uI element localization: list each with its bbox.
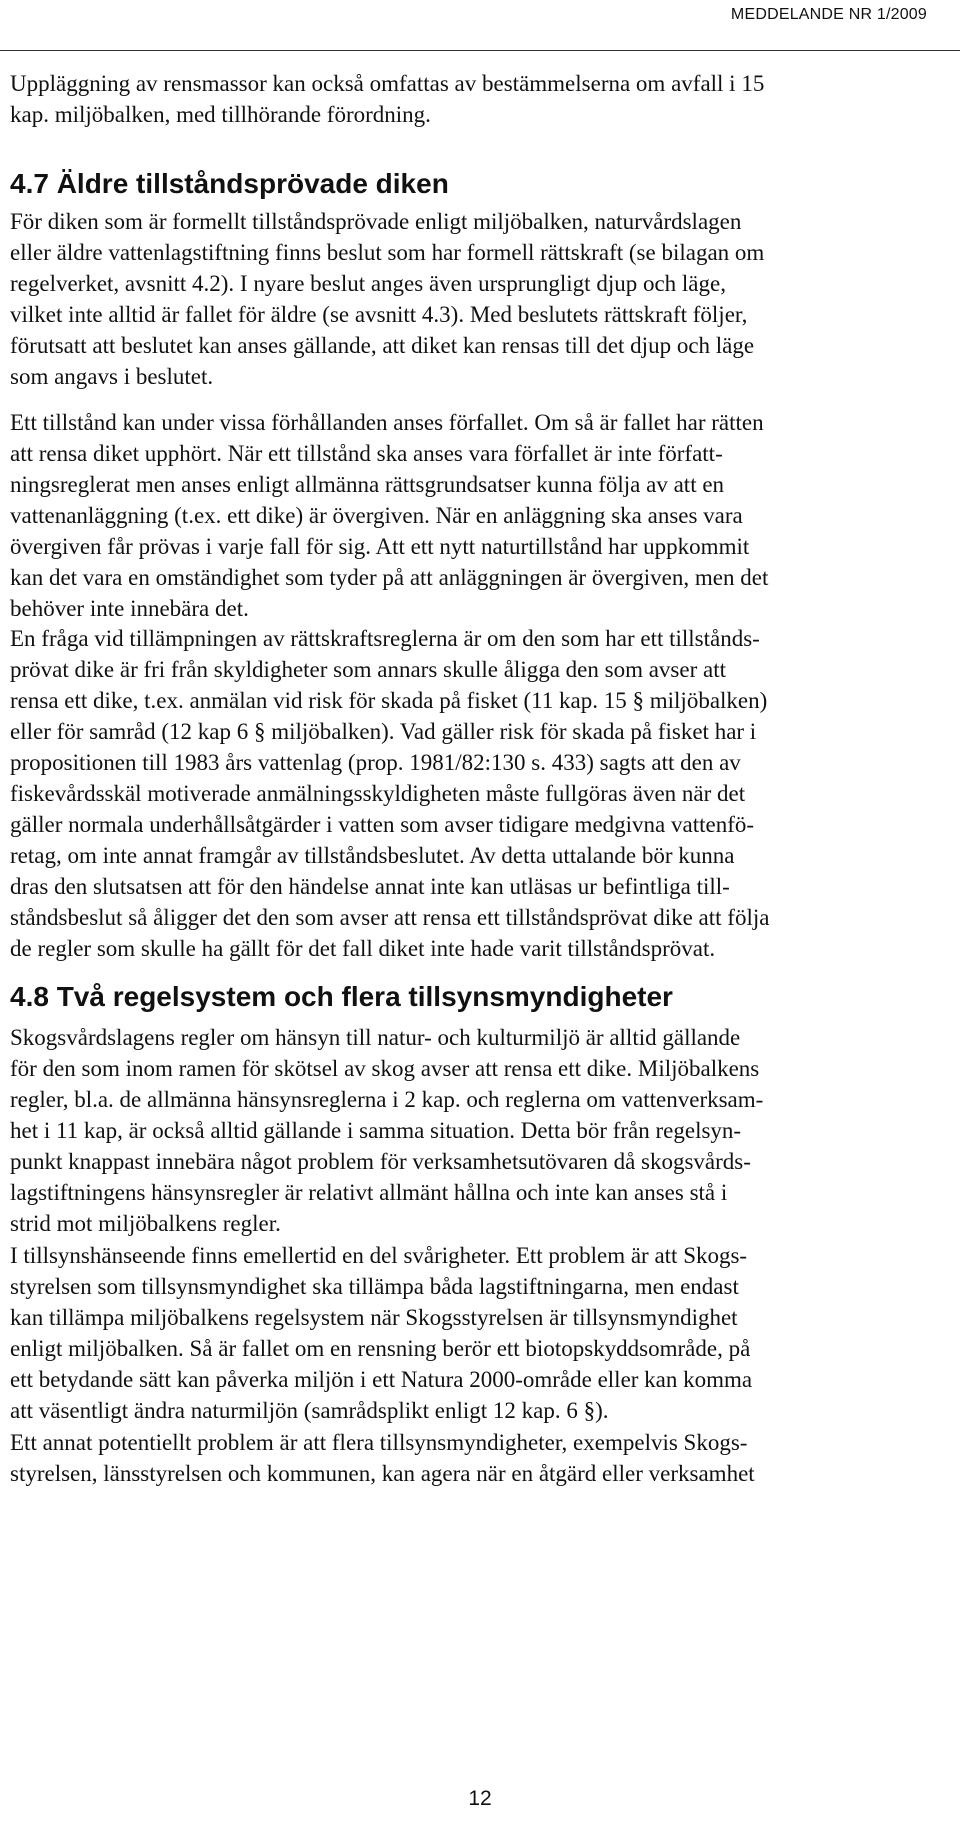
text-line: regler, bl.a. de allmänna hänsynsreglerna i 2 kap. och reglerna om vattenverksam- <box>10 1087 764 1112</box>
text-line: En fråga vid tillämpningen av rättskraftsreglerna är om den som har ett tillstånds- <box>10 626 760 651</box>
text-line: ett betydande sätt kan påverka miljön i ett Natura 2000-område eller kan komma <box>10 1367 753 1392</box>
text-line: att rensa diket upphört. När ett tillstånd ska anses vara förfallet är inte författ- <box>10 441 723 466</box>
section-heading-4-7: 4.7 Äldre tillståndsprövade diken <box>10 168 449 199</box>
page-header <box>0 0 960 51</box>
text-line: I tillsynshänseende finns emellertid en del svårigheter. Ett problem är att Skogs- <box>10 1243 748 1268</box>
text-line: prövat dike är fri från skyldigheter som annars skulle åligga den som avser att <box>10 657 726 682</box>
text-line: eller äldre vattenlagstiftning finns beslut som har formell rättskraft (se bilagan om <box>10 240 765 265</box>
text-line: eller för samråd (12 kap 6 § miljöbalken). Vad gäller risk för skada på fisket har i <box>10 719 757 744</box>
text-line: Ett tillstånd kan under vissa förhållanden anses förfallet. Om så är fallet har rätten <box>10 410 764 435</box>
page-number: 12 <box>468 1787 492 1810</box>
text-line: Uppläggning av rensmassor kan också omfattas av bestämmelserna om avfall i 15 <box>10 71 765 96</box>
text-line: enligt miljöbalken. Så är fallet om en rensning berör ett biotopskyddsområde, på <box>10 1336 751 1361</box>
text-line: fiskevårdsskäl motiverade anmälningsskyldigheten måste fullgöras även när det <box>10 781 746 806</box>
text-line: rensa ett dike, t.ex. anmälan vid risk för skada på fisket (11 kap. 15 § miljöbalken) <box>10 688 768 713</box>
text-line: förutsatt att beslutet kan anses gällande, att diket kan rensas till det djup och läge <box>10 333 755 358</box>
text-line: de regler som skulle ha gällt för det fall diket inte hade varit tillståndsprövat. <box>10 936 716 961</box>
text-line: vilket inte alltid är fallet för äldre (se avsnitt 4.3). Med beslutets rättskraft följer, <box>10 302 748 327</box>
text-line: för den som inom ramen för skötsel av skog avser att rensa ett dike. Miljöbalkens <box>10 1056 760 1081</box>
text-line: strid mot miljöbalkens regler. <box>10 1211 281 1236</box>
text-line: lagstiftningens hänsynsregler är relativt allmänt hållna och inte kan anses stå i <box>10 1180 728 1205</box>
section-4-8-paragraph-1 <box>10 1022 950 1239</box>
text-line: behöver inte innebära det. <box>10 596 249 621</box>
text-line: kan tillämpa miljöbalkens regelsystem när Skogsstyrelsen är tillsynsmyndighet <box>10 1305 738 1330</box>
section-4-8-paragraph-2 <box>10 1240 950 1426</box>
text-line: retag, om inte annat framgår av tillståndsbeslutet. Av detta uttalande bör kunna <box>10 843 735 868</box>
section-4-7-paragraph-1 <box>10 206 950 392</box>
text-line: ningsreglerat men anses enligt allmänna rättsgrundsatser kunna följa av att en <box>10 472 725 497</box>
section-4-8-paragraph-3 <box>10 1427 950 1489</box>
text-line: Skogsvårdslagens regler om hänsyn till natur- och kulturmiljö är alltid gällande <box>10 1025 741 1050</box>
text-line: regelverket, avsnitt 4.2). I nyare beslut anges även ursprungligt djup och läge, <box>10 271 726 296</box>
text-line: vattenanläggning (t.ex. ett dike) är övergiven. När en anläggning ska anses vara <box>10 503 743 528</box>
text-line: styrelsen som tillsynsmyndighet ska tillämpa båda lagstiftningarna, men endast <box>10 1274 739 1299</box>
section-4-7-paragraph-2 <box>10 407 950 624</box>
text-line: ståndsbeslut så åligger det den som avser att rensa ett tillståndsprövat dike att följa <box>10 905 770 930</box>
intro-paragraph <box>10 68 950 130</box>
text-line: som angavs i beslutet. <box>10 364 214 389</box>
text-line: dras den slutsatsen att för den händelse annat inte kan utläsas ur befintliga till- <box>10 874 730 899</box>
section-heading-4-8: 4.8 Två regelsystem och flera tillsynsmyndigheter <box>10 981 673 1012</box>
text-line: att väsentligt ändra naturmiljön (samrådsplikt enligt 12 kap. 6 §). <box>10 1398 609 1423</box>
text-line: het i 11 kap, är också alltid gällande i samma situation. Detta bör från regelsyn- <box>10 1118 742 1143</box>
text-line: Ett annat potentiellt problem är att flera tillsynsmyndigheter, exempelvis Skogs- <box>10 1430 748 1455</box>
text-line: kan det vara en omständighet som tyder på att anläggningen är övergiven, men det <box>10 565 769 590</box>
text-line: För diken som är formellt tillståndsprövade enligt miljöbalken, naturvårdslagen <box>10 209 742 234</box>
publication-title: MEDDELANDE NR 1/2009 <box>730 6 927 23</box>
text-line: styrelsen, länsstyrelsen och kommunen, kan agera när en åtgärd eller verksamhet <box>10 1461 755 1486</box>
text-line: övergiven får prövas i varje fall för sig. Att ett nytt naturtillstånd har uppkommit <box>10 534 750 559</box>
text-line: propositionen till 1983 års vattenlag (prop. 1981/82:130 s. 433) sagts att den av <box>10 750 741 775</box>
text-line: kap. miljöbalken, med tillhörande förordning. <box>10 102 431 127</box>
section-4-7-paragraph-3 <box>10 623 950 964</box>
text-line: punkt knappast innebära något problem för verksamhetsutövaren då skogsvårds- <box>10 1149 751 1174</box>
text-line: gäller normala underhållsåtgärder i vatten som avser tidigare medgivna vattenfö- <box>10 812 755 837</box>
